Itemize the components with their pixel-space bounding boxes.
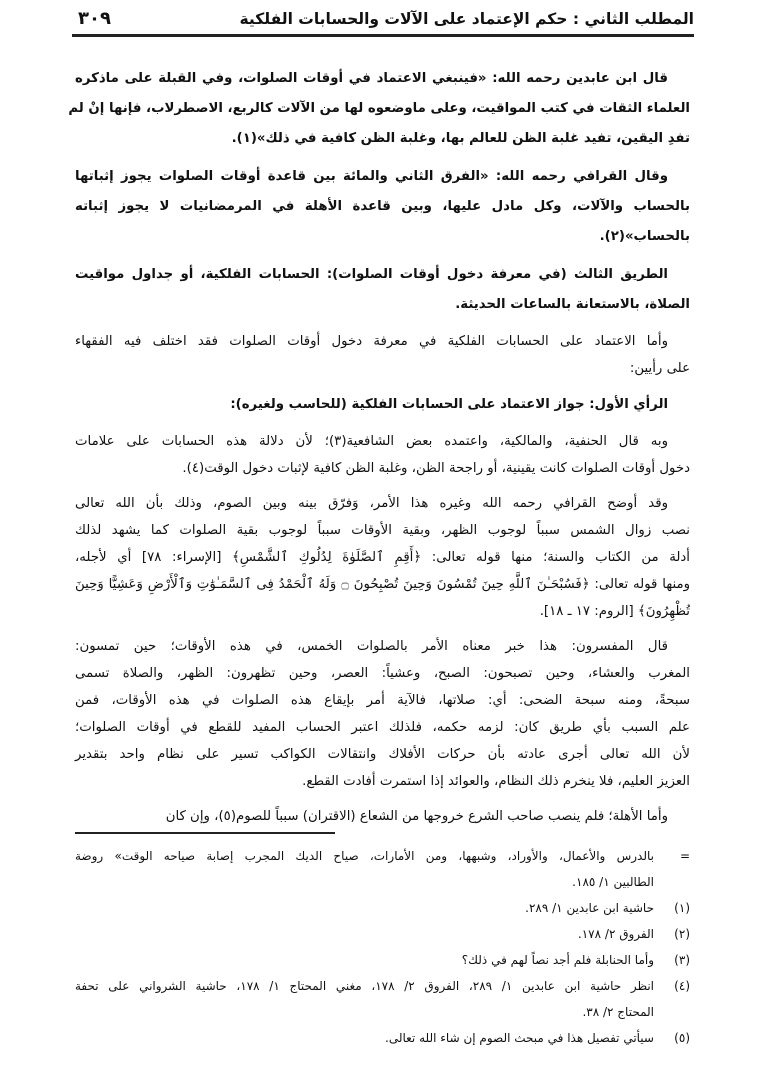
paragraph bbox=[75, 162, 690, 252]
paragraph bbox=[75, 490, 690, 625]
text-line: بالحساب»(٢). bbox=[599, 229, 690, 244]
paragraph bbox=[75, 390, 690, 420]
text-line: ومنها قوله تعالى: ﴿فَسُبْحَـٰنَ ٱللَّهِ حِينَ تُمْسُونَ وَحِينَ تُصْبِحُونَ ۝ وَلَهُ ٱلْحَمْدُ فِى ٱلسَّمَـٰوَٰتِ وَٱلْأَرْضِ وَعَشِيًّا وَحِينَ bbox=[75, 577, 691, 592]
footnotes bbox=[75, 843, 690, 1051]
footnote-line: بالدرس والأعمال، والأوراد، وشبهها، ومن الأمارات، صياح الديك المجرب إصابة صياحه الوقت» روضة bbox=[75, 849, 654, 863]
text-line: وبه قال الحنفية، والمالكية، واعتمده بعض الشافعية(٣)؛ لأن دلالة هذه الحسابات على علامات bbox=[75, 434, 668, 449]
text-line: بالحساب والآلات، وكل مادل عليها، وبين قاعدة الأهلة في المرمضانيات لا يجوز إثباته bbox=[75, 199, 690, 214]
text-line: الطريق الثالث (في معرفة دخول أوقات الصلوات): الحسابات الفلكية، أو جداول مواقيت bbox=[75, 267, 668, 282]
footnote-line: وأما الحنابلة فلم أجد نصاً لهم في ذلك؟ bbox=[461, 953, 654, 967]
paragraph bbox=[75, 260, 690, 320]
text-line: وقد أوضح القرافي رحمه الله وغيره هذا الأمر، وَفرّق بينه وبين الصوم، وذلك بأن الله تعالى bbox=[75, 496, 668, 511]
text-line: الصلاة، بالاستعانة بالساعات الحديثة. bbox=[455, 297, 690, 312]
footnote bbox=[75, 843, 690, 895]
footnote bbox=[75, 921, 690, 947]
footnote-line: انظر حاشية ابن عابدين ١/ ٢٨٩، الفروق ٢/ ١٧٨، مغني المحتاج ١/ ١٧٨، حاشية الشرواني على تحفة bbox=[75, 979, 655, 993]
text-line: تُظْهِرُونَ﴾ [الروم: ١٧ ـ ١٨]. bbox=[539, 604, 690, 619]
paragraph bbox=[68, 64, 690, 154]
running-header-title: المطلب الثاني : حكم الإعتماد على الآلات والحسابات الفلكية bbox=[239, 10, 694, 28]
page-number: ٣٠٩ bbox=[78, 8, 111, 29]
paragraph bbox=[75, 803, 690, 830]
footnote-number: (٣) bbox=[674, 953, 690, 967]
footnote-number: = bbox=[679, 849, 690, 863]
footnote-line: المحتاج ٢/ ٣٨. bbox=[582, 1005, 654, 1019]
running-header bbox=[72, 8, 694, 37]
footnote-line: الفروق ٢/ ١٧٨. bbox=[577, 927, 654, 941]
text-line: وأما الاعتماد على الحسابات الفلكية في معرفة دخول أوقات الصلوات فقد اختلف فيه الفقهاء bbox=[75, 334, 668, 349]
text-line: المغرب والعشاء، وحين تصبحون: الصبح، وعشياً: العصر، وحين تظهرون: الظهر، والصلاة تسمى bbox=[75, 666, 690, 681]
footnote bbox=[75, 1025, 690, 1051]
footnote-line: الطالبين ١/ ١٨٥. bbox=[572, 875, 654, 889]
footnote bbox=[75, 895, 690, 921]
text-line: قال ابن عابدين رحمه الله: «فينبغي الاعتماد في أوقات الصلوات، وفي القبلة على ماذكره bbox=[75, 71, 668, 86]
text-line: نصب زوال الشمس سبباً لوجوب الظهر، وبقية الأوقات سبباً لوجوب بقية الصلوات كما يشهد لذلك bbox=[75, 523, 690, 538]
footnote-number: (٤) bbox=[674, 979, 690, 993]
footnote-line: سيأتي تفصيل هذا في مبحث الصوم إن شاء الله تعالى. bbox=[385, 1031, 654, 1045]
paragraph bbox=[75, 633, 690, 795]
text-line: على رأيين: bbox=[629, 361, 690, 376]
text-line: وأما الأهلة؛ فلم ينصب صاحب الشرع خروجها من الشعاع (الاقتران) سبباً للصوم(٥)، وإن كان bbox=[165, 809, 668, 824]
footnote bbox=[75, 973, 690, 1025]
footnote-number: (٥) bbox=[674, 1031, 690, 1045]
main-text bbox=[68, 64, 691, 838]
footnote-separator bbox=[75, 832, 335, 834]
text-line: أدلة من الكتاب والسنة؛ منها قوله تعالى: ﴿أَقِمِ ٱلصَّلَوٰةَ لِدُلُوكِ ٱلشَّمْسِ﴾ [الإسراء: ٧٨] أي لأجله، bbox=[75, 550, 690, 565]
text-line: لأن الله تعالى أجرى عادته بأن حركات الأفلاك وانتقالات الكواكب تسير على نظام واحد بتقدير bbox=[75, 747, 690, 762]
paragraph bbox=[75, 328, 690, 382]
text-line: علم السبب بأي طريق كان: لزمه حكمه، فلذلك اعتبر الحساب المفيد للقطع في أوقات الصلوات؛ bbox=[75, 720, 690, 735]
footnote-line: حاشية ابن عابدين ١/ ٢٨٩. bbox=[525, 901, 654, 915]
text-line: سبحةً، ومنه سبحة الضحى: أي: صلاتها، فالآية أمر بإيقاع هذه الصلوات في هذه الأوقات، فمن bbox=[75, 693, 690, 708]
text-line: دخول أوقات الصلوات كانت يقينية، أو راجحة الظن، وغلبة الظن كافية لإثبات دخول الوقت(٤). bbox=[182, 461, 690, 476]
footnote-number: (٢) bbox=[674, 927, 690, 941]
footnote bbox=[75, 947, 690, 973]
text-line: وقال القرافي رحمه الله: «الفرق الثاني والمائة بين قاعدة أوقات الصلوات يجوز إثباتها bbox=[75, 169, 668, 184]
text-line: الرأي الأول: جواز الاعتماد على الحسابات الفلكية (للحاسب ولغيره): bbox=[230, 397, 668, 412]
text-line: العلماء الثقات في كتب المواقيت، وعلى ماوضعوه لها من الآلات كالربع، الاصطرلاب، فإنها إنْ لم bbox=[68, 101, 690, 116]
text-line: قال المفسرون: هذا خبر معناه الأمر بالصلوات الخمس، في هذه الأوقات؛ حين تمسون: bbox=[75, 639, 668, 654]
paragraph bbox=[75, 428, 690, 482]
text-line: العزيز العليم، فلا ينخرم ذلك النظام، والعوائد إذا استمرت أفادت القطع. bbox=[302, 774, 690, 789]
text-line: تفدِ اليقين، تفيد غلبة الظن للعالم بها، وغلبة الظن كافية في ذلك»(١). bbox=[231, 131, 690, 146]
footnote-number: (١) bbox=[674, 901, 690, 915]
